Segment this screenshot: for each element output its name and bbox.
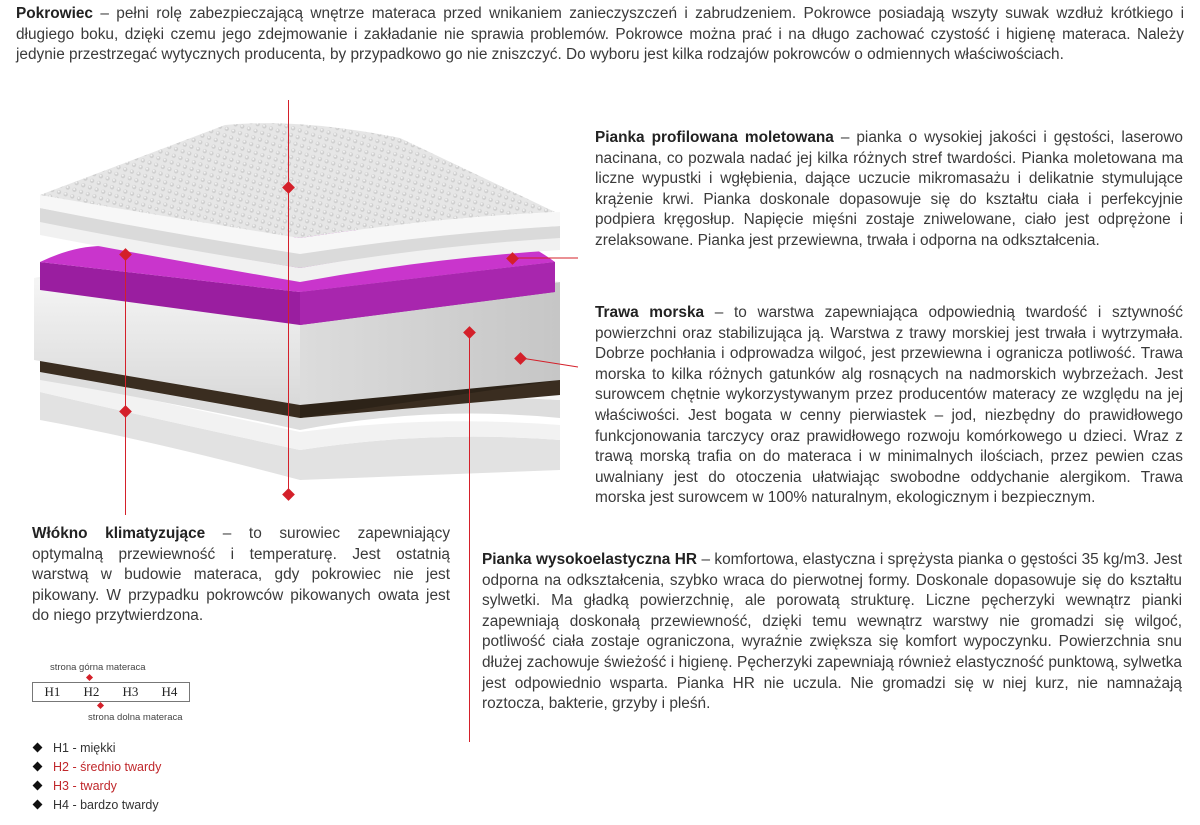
hardness-key-item bbox=[34, 795, 161, 814]
profiled-foam-text: – pianka o wysokiej jakości i gęstości, laserowo nacinana, co pozwala nadać jej kilka różnych stref twardości. Pianka moletowana ma liczne wypustki i wgłębienia, dające uczucie mikromasażu i delikatnie stymulujące krążenie krwi. Pianka doskonale dopasowuje się do kształtu ciała i perfekcyjnie podpiera kręgosłup. Napięcie mięśni zostaje zniwelowane, ciało jest odprężone i zrelaksowane. Pianka jest przewiewna, trwała i odporna na odkształcenia. bbox=[595, 129, 1183, 249]
top-marker-diamond-icon bbox=[86, 674, 93, 681]
hardness-top-label: strona górna materaca bbox=[50, 662, 146, 673]
hardness-bottom-label: strona dolna materaca bbox=[88, 712, 183, 723]
hardness-level: H2 bbox=[83, 684, 100, 699]
hardness-level: H3 bbox=[122, 684, 139, 699]
fiber-text: – to surowiec zapewniający optymalną przewiewność i temperaturę. Jest ostatnią warstwą w budowie materaca, gdy pokrowiec nie jest pikowany. W przypadku pokrowców pikowanych owata jest do niego przytwierdzona. bbox=[32, 525, 451, 625]
hardness-level: H4 bbox=[161, 684, 178, 699]
hardness-level: H1 bbox=[44, 684, 61, 699]
hardness-key-item bbox=[34, 776, 161, 795]
hardness-key-label: H1 - miękki bbox=[53, 740, 116, 755]
seaweed-title: Trawa morska bbox=[595, 304, 705, 321]
fiber-title: Włókno klimatyzujące bbox=[32, 525, 206, 542]
hardness-key-label: H4 - bardzo twardy bbox=[53, 797, 159, 812]
hardness-key bbox=[34, 738, 161, 814]
hr-foam-text: – komfortowa, elastyczna i sprężysta pianka o gęstości 35 kg/m3. Jest odporna na odkształcenia, szybko wraca do pierwotnej formy. Doskonale dopasowuje się do kształtu sylwetki. Ma gładką powierzchnię, ale porowatą strukturę. Liczne pęcherzyki wewnątrz pianki zapewniają doskonałą przewiewność, dzięki temu wewnątrz warstwy nie gromadzi się wilgoć, potliwość ciała zostaje ograniczona, wyraźnie zwiększa się komfort wypoczynku. Powierzchnia snu dłużej zachowuje świeżość i higienę. Pęcherzyki zapewniają również elastyczność punktową, sylwetka jest odpowiednio wsparta. Pianka HR nie uczula. Nie gromadzi się w niej kurz, nie namnażają roztocza, bakterie, grzyby i pleśń. bbox=[482, 551, 1182, 713]
diamond-bullet-icon bbox=[33, 800, 43, 810]
seaweed-text: – to warstwa zapewniająca odpowiednią twardość i sztywność powierzchni oraz stabilizująca ją. Warstwa z trawy morskiej jest trwała i wytrzymała. Dobrze pochłania i odprowadza wilgoć, jest przewiewna i ogranicza potliwość. Trawa morska to kilka różnych gatunków alg rosnących na nadmorskich wybrzeżach. Jest surowcem chętnie wykorzystywanym przez producentów materacy ze względu na jej właściwości. Jest bogata w cenny pierwiastek – jod, niezbędny do prawidłowego funkcjonowania tarczycy oraz prawidłowego rozwoju komórkowego u dzieci. Wraz z trawą morską trafia on do materaca i w minimalnych ilościach, przez pewien czas uwalniany jest do otoczenia ułatwiając swobodne oddychanie alergikom. Trawa morska jest surowcem w 100% naturalnym, ekologicznym i bezpiecznym. bbox=[595, 304, 1183, 507]
hardness-key-label: H3 - twardy bbox=[53, 778, 117, 793]
hr-foam-description bbox=[482, 550, 1182, 715]
hr-foam-title: Pianka wysokoelastyczna HR bbox=[482, 551, 698, 568]
profiled-foam-description bbox=[595, 128, 1183, 252]
mattress-layers-illustration bbox=[0, 0, 600, 560]
hardness-key-item bbox=[34, 757, 161, 776]
hardness-key-label: H2 - średnio twardy bbox=[53, 759, 162, 774]
cover-description bbox=[16, 4, 1184, 66]
fiber-description bbox=[32, 524, 450, 627]
hardness-key-item bbox=[34, 738, 161, 757]
cover-title: Pokrowiec bbox=[16, 5, 93, 22]
profiled-foam-title: Pianka profilowana moletowana bbox=[595, 129, 834, 146]
diamond-bullet-icon bbox=[33, 781, 43, 791]
diamond-bullet-icon bbox=[33, 762, 43, 772]
hardness-scale bbox=[32, 682, 190, 702]
diamond-bullet-icon bbox=[33, 743, 43, 753]
cover-text: – pełni rolę zabezpieczającą wnętrze materaca przed wnikaniem zanieczyszczeń i zabrudzeniem. Pokrowce posiadają wszyty suwak wzdłuż krótkiego i długiego boku, dzięki czemu jego zdejmowanie i zakładanie nie sprawia problemów. Pokrowce można prać i na długo zachować czystość i higienę materaca. Należy jedynie przestrzegać wytycznych producenta, by przypadkowo go nie zniszczyć. Do wyboru jest kilka rodzajów pokrowców o odmiennych właściwościach. bbox=[16, 5, 1184, 64]
seaweed-description bbox=[595, 303, 1183, 509]
bottom-marker-diamond-icon bbox=[97, 702, 104, 709]
